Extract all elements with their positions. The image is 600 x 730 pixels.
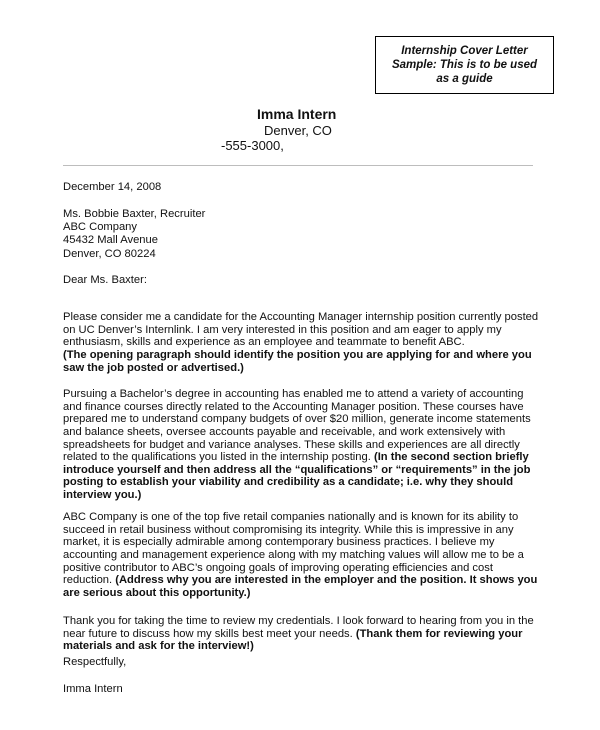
paragraph-1	[63, 311, 543, 374]
paragraph-4-text: Thank you for taking the time to review my credentials. I look forward to hearing from you in the near future to discuss how my skills best meet your needs.	[63, 615, 534, 640]
letter-date: December 14, 2008	[63, 181, 162, 193]
signature: Imma Intern	[63, 683, 123, 695]
paragraph-3-text: ABC Company is one of the top five retail companies nationally and is known for its ability to succeed in retail business without compromising its integrity. While this is impressive in any market, it is especially admirable among contemporary business practices. I believe my accounting and management experience along with my matching values will allow me to be a positive contributor to ABC’s ongoing goals of improving operating efficiencies and cost reduction.	[63, 511, 524, 587]
paragraph-4-note: (Thank them for reviewing your materials and ask for the interview!)	[63, 627, 523, 653]
guide-note-line-2: Sample: This is to be used	[391, 59, 538, 71]
recipient-address	[63, 208, 543, 261]
recipient-line-3: 45432 Mall Avenue	[63, 234, 158, 247]
paragraph-2	[63, 388, 543, 501]
sender-name: Imma Intern	[257, 106, 337, 122]
recipient-line-2: ABC Company	[63, 221, 137, 234]
header-divider	[63, 165, 533, 166]
closing: Respectfully,	[63, 656, 127, 668]
recipient-line-1: Ms. Bobbie Baxter, Recruiter	[63, 208, 206, 220]
sender-city: Denver, CO	[264, 123, 332, 138]
paragraph-2-note: (In the second section briefly introduce yourself and then address all the “qualifications” or “requirements” in the job posting to establish your viability and credibility as a candidate; i.e. why they should interview you.)	[63, 451, 531, 501]
guide-note-line-3: as a guide	[436, 73, 493, 85]
recipient-line-4: Denver, CO 80224	[63, 247, 156, 260]
guide-note-box	[375, 36, 554, 94]
guide-note-line-1: Internship Cover Letter	[401, 45, 528, 57]
paragraph-1-note: (The opening paragraph should identify the position you are applying for and where you saw the job posted or advertised.)	[63, 348, 532, 374]
sender-phone: -555-3000,	[221, 138, 284, 153]
paragraph-3	[63, 511, 543, 599]
paragraph-3-note: (Address why you are interested in the employer and the position. It shows you are serious about this opportunity.)	[63, 574, 538, 599]
paragraph-4	[63, 615, 543, 653]
salutation: Dear Ms. Baxter:	[63, 274, 147, 286]
paragraph-1-text: Please consider me a candidate for the Accounting Manager internship position currently posted on UC Denver’s Internlink. I am very interested in this position and am eager to apply my enthusiasm, skills and experience as an employee and teammate to benefit ABC.	[63, 311, 539, 349]
paragraph-2-text: Pursuing a Bachelor’s degree in accounting has enabled me to attend a variety of accounting and finance courses directly related to the Accounting Manager position. These courses have prepared me to understand company budgets of over $20 million, generate income statements and balance sheets, oversee accounts payable and receivable, and work extensively with spreadsheets for budget and variance analyses. These skills and experiences are all directly related to the qualifications you listed in the internship posting.	[63, 388, 531, 464]
